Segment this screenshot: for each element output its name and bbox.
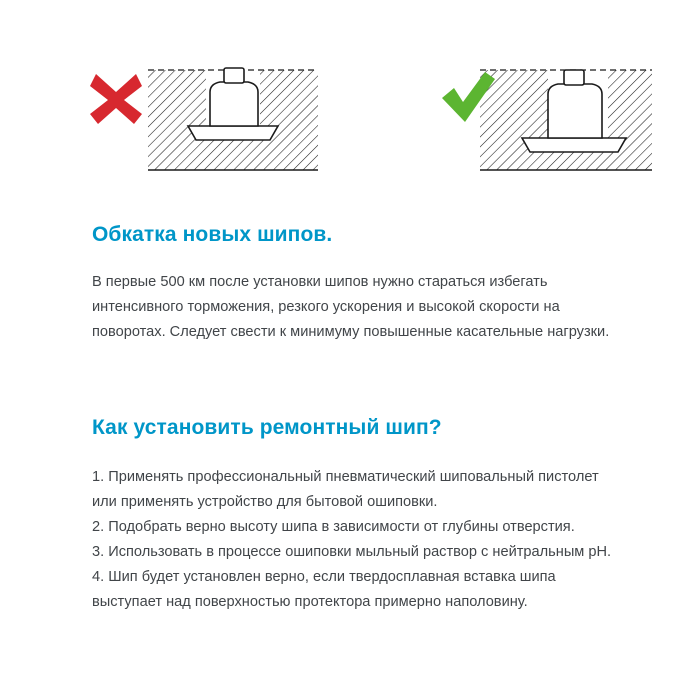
illustration-row <box>0 48 700 178</box>
install-steps-list <box>92 465 612 615</box>
green-check-icon <box>440 70 496 126</box>
section-break-in <box>92 222 612 345</box>
illustration-incorrect <box>88 48 318 178</box>
section-paragraph-break-in: В первые 500 км после установки шипов нужно стараться избегать интенсивного торможения, резкого ускорения и высокой скорости на поворотах. Следует свести к минимуму повышенные касательные нагрузки. <box>92 274 610 340</box>
section-install <box>92 415 612 615</box>
section-heading-install: Как установить ремонтный шип? <box>92 416 442 439</box>
list-item: 3. Использовать в процессе ошиповки мыльный раствор с нейтральным pH. <box>92 544 612 560</box>
list-item: 2. Подобрать верно высоту шипа в зависимости от глубины отверстия. <box>92 519 575 535</box>
list-item: 4. Шип будет установлен верно, если твердосплавная вставка шипа выступает над поверхностью протектора примерно наполовину. <box>92 569 556 610</box>
list-item: 1. Применять профессиональный пневматический шиповальный пистолет или применять устройство для бытовой ошиповки. <box>92 469 599 510</box>
section-heading-break-in: Обкатка новых шипов. <box>92 223 333 246</box>
illustration-correct <box>440 48 670 178</box>
document-content <box>92 222 612 615</box>
red-cross-icon <box>88 70 144 126</box>
